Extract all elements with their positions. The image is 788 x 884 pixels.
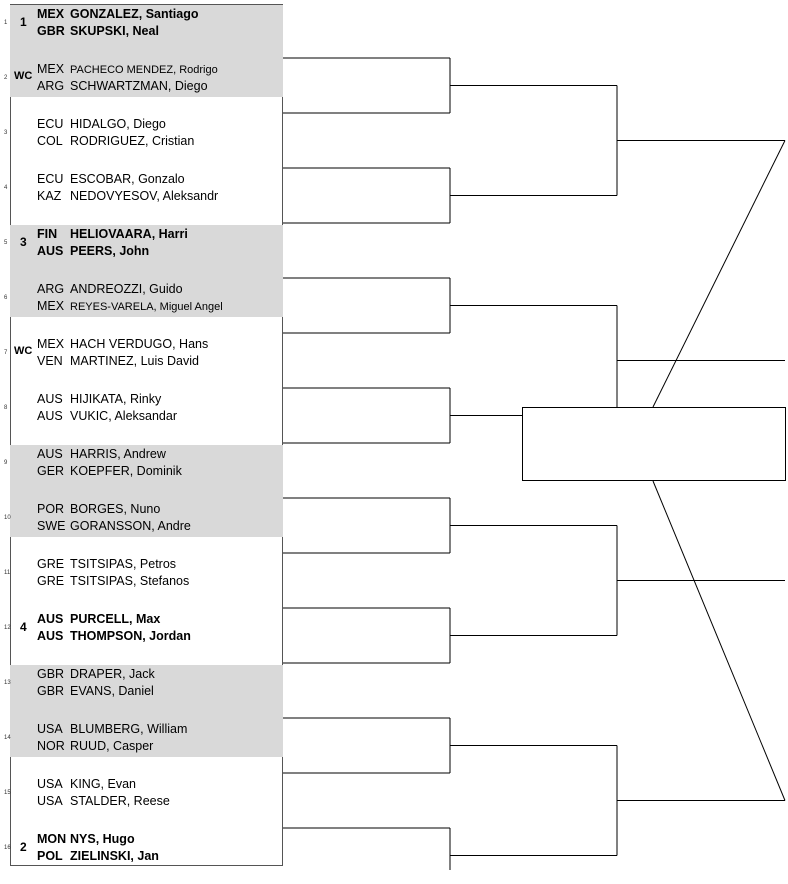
draw-slot xyxy=(0,774,283,829)
player-name: TSITSIPAS, Stefanos xyxy=(70,574,190,588)
player-entry xyxy=(37,849,159,863)
draw-slot xyxy=(0,279,283,334)
player-name: PEERS, John xyxy=(70,244,150,258)
player-entry xyxy=(37,62,218,76)
player-country: ARG xyxy=(37,79,65,93)
player-entry xyxy=(37,794,170,808)
final-connector-line xyxy=(653,481,785,801)
player-entry xyxy=(37,722,187,736)
player-entry xyxy=(37,354,199,368)
draw-position-number: 5 xyxy=(4,240,8,246)
player-entry xyxy=(37,667,155,681)
player-entry xyxy=(37,337,208,351)
draw-position-number: 1 xyxy=(4,20,8,26)
draw-slot xyxy=(0,664,283,719)
player-name: THOMPSON, Jordan xyxy=(70,629,191,643)
player-name: GONZALEZ, Santiago xyxy=(70,7,199,21)
draw-slot xyxy=(0,499,283,554)
player-entry xyxy=(37,832,135,846)
draw-slot xyxy=(0,169,283,224)
draw-position-number: 12 xyxy=(4,625,11,631)
player-entry xyxy=(37,574,189,588)
player-name: KING, Evan xyxy=(70,777,136,791)
champion-box xyxy=(522,407,786,481)
player-name: ANDREOZZI, Guido xyxy=(70,282,183,296)
player-entry xyxy=(37,409,177,423)
player-entry xyxy=(37,117,166,131)
player-name: ZIELINSKI, Jan xyxy=(70,849,159,863)
player-country: MON xyxy=(37,832,67,846)
player-name: HIDALGO, Diego xyxy=(70,117,166,131)
player-country: USA xyxy=(37,722,63,736)
player-entry xyxy=(37,777,136,791)
player-country: COL xyxy=(37,134,63,148)
player-country: ECU xyxy=(37,172,64,186)
seed-label: WC xyxy=(14,345,33,357)
player-entry xyxy=(37,739,153,753)
player-country: ECU xyxy=(37,117,64,131)
draw-position-number: 16 xyxy=(4,845,11,851)
player-name: RUUD, Casper xyxy=(70,739,154,753)
player-country: AUS xyxy=(37,392,63,406)
player-entry xyxy=(37,684,154,698)
player-name: BORGES, Nuno xyxy=(70,502,161,516)
draw-slot xyxy=(0,554,283,609)
player-name: KOEPFER, Dominik xyxy=(70,464,182,478)
player-country: ARG xyxy=(37,282,65,296)
draw-slot xyxy=(0,334,283,389)
draw-position-number: 6 xyxy=(4,295,8,301)
draw-position-number: 2 xyxy=(4,75,8,81)
player-entry xyxy=(37,557,176,571)
player-entry xyxy=(37,447,166,461)
player-country: POL xyxy=(37,849,63,863)
player-name: ESCOBAR, Gonzalo xyxy=(70,172,185,186)
player-country: GER xyxy=(37,464,65,478)
player-name: MARTINEZ, Luis David xyxy=(70,354,199,368)
draw-position-number: 8 xyxy=(4,405,8,411)
player-entry xyxy=(37,189,218,203)
player-name: HIJIKATA, Rinky xyxy=(70,392,162,406)
draw-position-number: 11 xyxy=(4,570,11,576)
player-name: PURCELL, Max xyxy=(70,612,161,626)
player-name: GORANSSON, Andre xyxy=(70,519,191,533)
player-entry xyxy=(37,79,208,93)
player-name: HARRIS, Andrew xyxy=(70,447,166,461)
player-entry xyxy=(37,519,191,533)
player-name: REYES-VARELA, Miguel Angel xyxy=(70,301,223,313)
draw-position-number: 4 xyxy=(4,185,8,191)
player-entry xyxy=(37,612,160,626)
player-country: USA xyxy=(37,794,63,808)
player-country: GBR xyxy=(37,684,65,698)
player-name: NEDOVYESOV, Aleksandr xyxy=(70,189,219,203)
player-name: RODRIGUEZ, Cristian xyxy=(70,134,195,148)
player-name: DRAPER, Jack xyxy=(70,667,155,681)
draw-position-number: 10 xyxy=(4,515,11,521)
draw-position-number: 14 xyxy=(4,735,11,741)
draw-slot xyxy=(0,719,283,774)
player-country: MEX xyxy=(37,7,65,21)
draw-slot xyxy=(0,4,283,59)
player-country: GBR xyxy=(37,667,65,681)
player-entry xyxy=(37,172,185,186)
player-country: AUS xyxy=(37,244,64,258)
player-country: GBR xyxy=(37,24,65,38)
player-entry xyxy=(37,392,161,406)
player-name: HACH VERDUGO, Hans xyxy=(70,337,209,351)
player-name: SCHWARTZMAN, Diego xyxy=(70,79,208,93)
draw-slot xyxy=(0,114,283,169)
seed-label: 2 xyxy=(20,840,27,854)
draw-position-number: 3 xyxy=(4,130,8,136)
player-name: EVANS, Daniel xyxy=(70,684,154,698)
player-entry xyxy=(37,629,191,643)
player-name: HELIOVAARA, Harri xyxy=(70,227,188,241)
player-country: GRE xyxy=(37,557,65,571)
seed-label: 3 xyxy=(20,235,27,249)
player-entry xyxy=(37,227,188,241)
player-entry xyxy=(37,282,183,296)
player-country: MEX xyxy=(37,299,65,313)
player-country: AUS xyxy=(37,612,64,626)
draw-slot xyxy=(0,224,283,279)
player-entry xyxy=(37,502,160,516)
draw-slot xyxy=(0,609,283,664)
draw-position-number: 15 xyxy=(4,790,11,796)
final-connector-line xyxy=(653,141,785,408)
player-country: KAZ xyxy=(37,189,62,203)
player-country: POR xyxy=(37,502,65,516)
player-entry xyxy=(37,134,194,148)
player-name: VUKIC, Aleksandar xyxy=(70,409,177,423)
draw-position-number: 7 xyxy=(4,350,8,356)
player-country: NOR xyxy=(37,739,65,753)
player-country: AUS xyxy=(37,447,63,461)
player-name: BLUMBERG, William xyxy=(70,722,188,736)
player-entry xyxy=(37,244,149,258)
player-entry xyxy=(37,7,198,21)
player-country: USA xyxy=(37,777,63,791)
player-name: STALDER, Reese xyxy=(70,794,170,808)
player-country: MEX xyxy=(37,337,65,351)
draw-position-number: 9 xyxy=(4,460,8,466)
seed-label: 1 xyxy=(20,15,27,29)
player-country: GRE xyxy=(37,574,65,588)
player-entry xyxy=(37,299,223,313)
player-entry xyxy=(37,24,159,38)
draw-slot xyxy=(0,389,283,444)
player-name: PACHECO MENDEZ, Rodrigo xyxy=(70,64,218,76)
draw-slot xyxy=(0,829,283,884)
player-name: NYS, Hugo xyxy=(70,832,135,846)
seed-label: 4 xyxy=(20,620,27,634)
player-country: VEN xyxy=(37,354,63,368)
seed-label: WC xyxy=(14,70,33,82)
player-country: FIN xyxy=(37,227,58,241)
player-entry xyxy=(37,464,182,478)
draw-position-number: 13 xyxy=(4,680,11,686)
player-country: AUS xyxy=(37,629,64,643)
player-country: AUS xyxy=(37,409,63,423)
draw-slot xyxy=(0,444,283,499)
player-name: TSITSIPAS, Petros xyxy=(70,557,177,571)
draw-slot xyxy=(0,59,283,114)
player-name: SKUPSKI, Neal xyxy=(70,24,159,38)
player-country: SWE xyxy=(37,519,66,533)
player-country: MEX xyxy=(37,62,65,76)
